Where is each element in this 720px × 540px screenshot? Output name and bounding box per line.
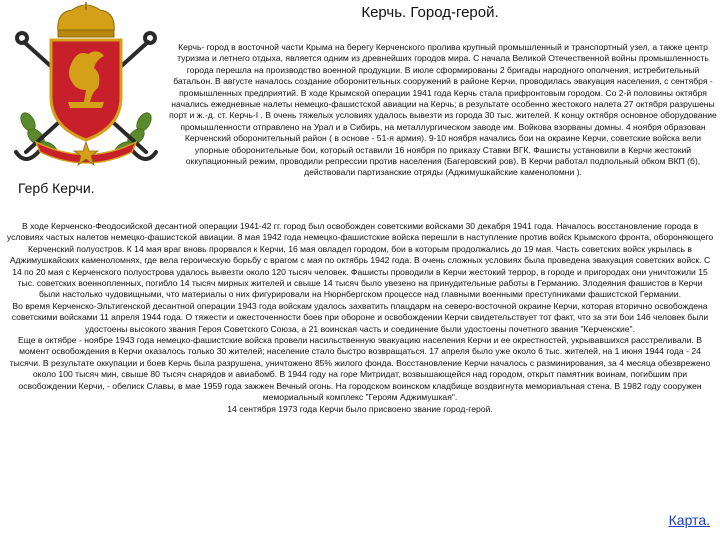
page-title: Керчь. Город-герой. [361,4,499,21]
intro-paragraph: Керчь- город в восточной части Крыма на берегу Керченского пролива крупный промышленный и транспортный узел, а также центр туризма и летнего отдыха, является одним из древнейших городов мира. С начала Великой Отечественной войны промышленность города перешла на производство военной продукции. В июле сформированы 2 бригады народного ополчения, истребительный батальон. В августе началось создание оборонительных сооружений в районе Керчи, проводилась эвакуация населения, с сентября - промышленных предприятий. В ходе Крымской операции 1941 года Керчь стала прифронтовым городом. Со 2-й половины октября начались ежедневные налеты немецко-фашистской авиации на Керчь; в результате особенно жестокого налета 27 октября разрушены порт и ж.-д. ст. Керчь-I . В очень тяжелых условиях удалось вывезти из города 30 тыс. жителей. К концу октября основное оборудование промышленности отправлено на Урал и в Сибирь, на металлургическом заводе им. Войкова взорваны домны. 4 ноября образован Керченский оборонительный район ( в основе - 51-я армия). 9-10 ноября начались бои на окраине Керчи, советские войска вели упорные оборонительные бои, который оставили 16 ноября по приказу Ставки ВГК. Фашисты установили в Керчи жестокий оккупационный режим, проводили репрессии против населения (Багеровский ров). В Керчи работал подпольный обком ВКП (б), действовали партизанские отряды (Аджимушкайские каменоломни ). [169,42,717,178]
coat-caption: Герб Керчи. [18,180,95,196]
kerch-coat-of-arms [6,2,166,172]
crown-icon [58,2,114,37]
paragraph: Во время Керченско-Эльтигенской десантной операции 1943 года войскам удалось захватить плацдарм на северо-восточной окраине Керчи, которая вторично освобождена советскими войсками 11 апреля 1944 года. О тяжести и ожесточенности боев при обороне и освобождении Керчи свидетельствует тот факт, что за эти бои 146 человек были удостоены высокого звания Героя Советского Союза, а 21 воинская часть и соединение были удостоены почетного звания "Керченские". [11,300,709,334]
paragraph: Еще в октябре - ноябре 1943 года немецко-фашистские войска провели насильственную эвакуацию населения Керчи и ее окрестностей, укрывавшихся расстреливали. В момент освобождения в Керчи оказалось только 30 жителей; население стало быстро возвращаться. 17 апреля было уже около 6 тыс. жителей, на 1 июня 1944 года - 24 тысячи. В результате оккупации и боев Керчь была разрушена, уничтожено 85% жилого фонда. Восстановление Керчи началось с разминирования, за 4 месяца обезврежено около 100 тысяч мин, свыше 80 тысяч снарядов и авиабомб. В 1944 году на горе Митридат, возвышающейся над городом, открыт памятник воинам, погибшим при освобождении Керчи, - обелиск Славы, в мае 1959 года зажжен Вечный огонь. На городском воинском кладбище воздвигнута мемориальная стена. В 1982 году сооружен мемориальный комплекс "Героям Аджимушкая". [9,335,711,403]
paragraph: В ходе Керченско-Феодосийской десантной операции 1941-42 гг. город был освобожден советскими войсками 30 декабря 1941 года. Началось восстановление города в условиях частых налетов немецко-фашистской авиации. 8 мая 1942 года немецко-фашистские войска перешли в наступление против войск Крымского фронта, обороняющего Керченский полуостров. К 14 мая враг вновь прорвался к Керчи, 16 мая овладел городом, бои в которым продолжались до 19 мая. Часть советских войск укрылась в Аджимушкайских каменоломнях, где вела героическую борьбу с врагом с мая по октябрь 1942 года. В очень сложных условиях была проведена эвакуация советских войск. С 14 по 20 мая с Керченского полуострова удалось вывезти около 120 тысяч человек. Фашисты проводили в Керчи жестокий террор, в городе и пригородах они уничтожили 15 тыс. советских военнопленных, погибло 14 тысяч мирных жителей и свыше 14 тысяч было увезено на принудительные работы в Германию. Злодеяния фашистов в Керчи были настолько чудовищными, что материалы о них фигурировали на Нюрнбергском процессе над главными военными преступниками фашистской Германии. [6,221,714,300]
paragraph: 14 сентября 1973 года Керчи было присвоено звание город-герой. [227,403,493,414]
map-link[interactable]: Карта. [668,512,710,528]
main-text [6,221,714,415]
